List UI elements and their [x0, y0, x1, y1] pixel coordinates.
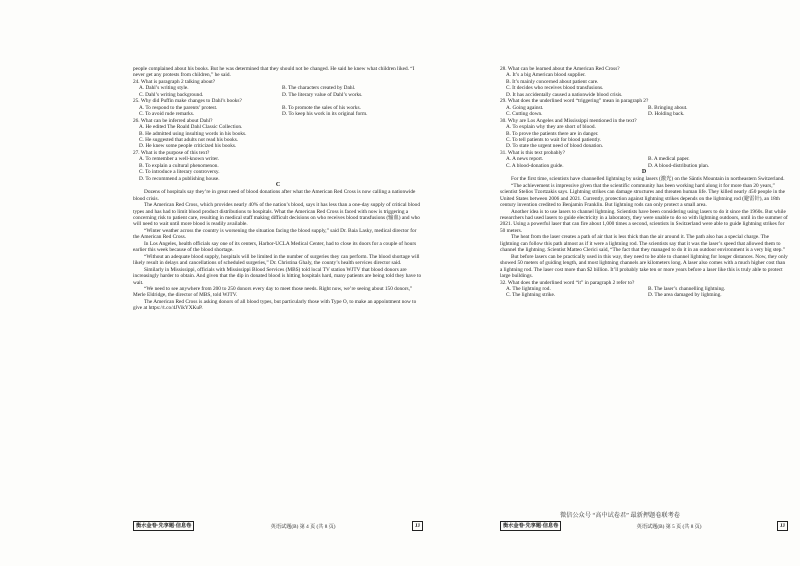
passage-c-paragraph: Dozens of hospitals say they’re in great need of blood donations after what the American Red Cross is now calling a nationwide blood crisis. — [133, 189, 416, 202]
option-a[interactable]: A. The lightning rod. — [506, 285, 551, 292]
option-b[interactable]: B. To prove the patients there are in danger. — [506, 130, 599, 137]
option-b[interactable]: B. It’s mainly concerned about patient care. — [506, 78, 599, 85]
question-27: 27. What is the purpose of this text? A. To remember a well-known writer. B. To explain a cultural phenomenon. C. To introduce a literary controversy. D. To recommend a publishing house. — [133, 150, 423, 182]
jj-badge: JJ — [777, 521, 788, 531]
option-b[interactable]: B. To explain a cultural phenomenon. — [139, 162, 219, 169]
series-label: 衡水金卷·先享题·信息卷 — [500, 521, 561, 531]
option-a[interactable]: A. To respond to the parents’ protest. — [139, 104, 218, 111]
option-a[interactable]: A. Dahl’s writing style. — [139, 85, 189, 92]
option-c[interactable]: C. To avoid rude remarks. — [139, 111, 195, 118]
option-c[interactable]: C. Dahl’s writing background. — [139, 91, 204, 98]
option-a[interactable]: A. It’s a big American blood supplier. — [506, 72, 586, 79]
option-c[interactable]: C. To introduce a literary controversy. — [139, 169, 220, 176]
passage-c-paragraph: “We need to see anywhere from 200 to 250 donors every day to meet those needs. Right now, we’re seeing about 150 donors,” Merle Eldridge, the director of MBS, told WJTV. — [133, 285, 413, 299]
passage-c-paragraph: The American Red Cross, which provides nearly 40% of the nation’s blood, says it has less than a one-day supply of critical blood types and has had to limit blood product distributions to hospitals. What the American Red Cross is faced with now is triggering a concerning risk to patient care, resulting in medical staff making difficult decisions on who receives blood transfusions (输血) and who will need to wait until more blood is readily available. — [133, 202, 420, 228]
jj-badge: JJ — [412, 521, 423, 531]
question-31: 31. What is this text probably? A. A news report. B. A medical paper. C. A blood-donation guide. D. A blood-distribution plan. — [500, 150, 788, 169]
option-d[interactable]: D. He knew some people criticized his books. — [139, 143, 237, 150]
question-29: 29. What does the underlined word “triggering” mean in paragraph 2? A. Going against. B. Bringing about. C. Cutting down. D. Holding back. — [500, 98, 788, 117]
option-d[interactable]: D. The literary value of Dahl’s works. — [282, 91, 363, 98]
option-b[interactable]: B. A medical paper. — [648, 156, 690, 163]
right-page-footer — [500, 521, 788, 531]
passage-d-paragraph: For the first time, scientists have channelled lightning by using lasers (激光) on the Säntis Mountain in northeastern Switzerland. — [511, 176, 785, 183]
page-number: 英语试题(B) 第 5 页 (共 8 页) — [636, 523, 702, 530]
option-a[interactable]: A. A news report. — [506, 156, 544, 163]
option-a[interactable]: A. He edited The Roald Dahl Classic Collection. — [139, 124, 243, 131]
passage-d-paragraph: Another idea is to use lasers to channel lightning. Scientists have been considering using lasers to do it since the 1960s. But while researchers had used lasers to guide electricity in a laboratory, they were unable to do so with lightning outdoors, until in the summer of 2021. Using a powerful laser that can fire about 1,000 times a second, scientists in Switzerland were able to guide lightning strikes for 50 meters. — [500, 208, 788, 234]
question-28: 28. What can be learned about the American Red Cross? A. It’s a big American blood supplier. B. It’s mainly concerned about patient care. C. It decides who receives blood transfusions. D. It has accidentally caused a nationwide blood crisis. — [500, 66, 788, 98]
option-c[interactable]: C. A blood-donation guide. — [506, 162, 564, 169]
question-30: 30. Why are Los Angeles and Mississippi mentioned in the text? A. To explain why they are short of blood. B. To prove the patients there are in danger. C. To tell patients to wait for blood patiently. D. To state the urgent need of blood donation. — [500, 118, 788, 150]
passage-d-paragraph: The heat from the laser creates a path of air that is less thick than the air around it. The path also has a special charge. The lightning can follow this path almost as if it were a lightning rod. The scientists say that it was the laser’s speed that allowed them to channel the lightning. Scientist Matteo Clerici said, “The fact that they managed to do it in an outdoor environment is a very big step.” — [500, 234, 786, 254]
option-d[interactable]: D. To keep his work in its original form. — [282, 111, 368, 118]
option-c[interactable]: C. He suggested that adults not read his books. — [139, 136, 239, 143]
option-d[interactable]: D. A blood-distribution plan. — [648, 162, 710, 169]
option-c[interactable]: C. To tell patients to wait for blood patiently. — [506, 136, 602, 143]
passage-c-paragraph: Similarly in Mississippi, officials with Mississippi Blood Services (MBS) told local TV station WJTV that blood donors are increasingly harder to obtain. And given that the dip in donated blood is hitting hospitals hard, many patients are being told they have to wait. — [133, 266, 422, 286]
option-a[interactable]: A. To explain why they are short of blood. — [506, 124, 596, 131]
option-d[interactable]: D. To recommend a publishing house. — [139, 175, 220, 182]
option-c[interactable]: C. It decides who receives blood transfusions. — [506, 85, 604, 92]
page-number: 英语试题(B) 第 4 页 (共 8 页) — [270, 523, 336, 530]
question-24: 24. What is paragraph 2 talking about? A. Dahl’s writing style. B. The characters created by Dahl. C. Dahl’s writing background. D. The literary value of Dahl’s works. — [133, 79, 423, 98]
option-a[interactable]: A. Going against. — [506, 104, 544, 111]
left-page-footer — [133, 521, 423, 531]
option-d[interactable]: D. The area damaged by lightning. — [648, 292, 722, 299]
section-d-heading: D — [641, 169, 647, 176]
option-d[interactable]: D. Holding back. — [648, 111, 685, 118]
question-25: 25. Why did Puffin make changes to Dahl’s books? A. To respond to the parents’ protest. B. To promote the sales of his works. C. To avoid rude remarks. D. To keep his work in its original form. — [133, 98, 423, 117]
option-c[interactable]: C. The lightning strike. — [506, 292, 556, 299]
option-b[interactable]: B. The laser’s channelling lightning. — [648, 285, 726, 292]
passage-d-paragraph: But before lasers can be practically used in this way, they need to be able to channel lightning for longer distances. Now, they only showed 50 meters of guiding length, and most lightning channels are kilometers long. A laser also comes with a much higher cost than a lightning rod. The laser cost more than $2 billion. It’ll probably take ten or more years before a laser like this is truly able to protect large buildings. — [500, 253, 788, 280]
passage-c-paragraph: “Winter weather across the country is worsening the situation facing the blood supply,” said Dr. Baia Lasky, medical director for the American Red Cross. — [133, 227, 417, 241]
option-c[interactable]: C. Cutting down. — [506, 111, 543, 118]
section-c-heading: C — [275, 182, 281, 189]
passage-b-ending: people complained about his books. But he was determined that they should not be changed. He said he knew what children liked. “I never get any protests from children,” he said. — [133, 66, 415, 79]
right-page-column — [500, 66, 788, 299]
left-page-column — [133, 66, 423, 312]
question-26: 26. What can be inferred about Dahl? A. He edited The Roald Dahl Classic Collection. B. He admitted using insulting words in his books. C. He suggested that adults not read his books. D. He knew some people criticized his books. — [133, 118, 423, 150]
option-d[interactable]: D. It has accidentally caused a nationwide blood crisis. — [506, 91, 623, 98]
series-label: 衡水金卷·先享题·信息卷 — [133, 521, 194, 531]
passage-c-paragraph: In Los Angeles, health officials say one of its centers, Harbor-UCLA Medical Center, had to close its doors for a couple of hours earlier this week because of the blood shortage. — [133, 240, 417, 254]
passage-d-paragraph: “The achievement is impressive given that the scientific community has been working hard along it for more than 20 years,” scientist Stelios Tzortzakis says. Lightning strikes can damage structures and threaten human life. They killed nearly 450 people in the United States between 2006 and 2021. Currently, protection against lightning strikes depends on the lightning rod (避雷针), an 18th century invention credited to Benjamin Franklin. But lightning rods can only protect a small area. — [500, 182, 786, 209]
question-32: 32. What does the underlined word “it” in paragraph 2 refer to? A. The lightning rod. B. The laser’s channelling lightning. C. The lightning strike. D. The area damaged by lightning. — [500, 280, 788, 299]
option-b[interactable]: B. He admitted using insulting words in his books. — [139, 130, 247, 137]
option-a[interactable]: A. To remember a well-known writer. — [139, 156, 219, 163]
option-d[interactable]: D. To state the urgent need of blood donation. — [506, 143, 604, 150]
option-b[interactable]: B. The characters created by Dahl. — [282, 85, 356, 92]
passage-c-paragraph: “Without an adequate blood supply, hospitals will be limited in the number of surgeries they can perform. The blood shortage will likely result in delays and cancellations of scheduled surgeries,” Dr. Christina Ghaly, the county’s health services director said. — [133, 253, 420, 267]
passage-c-paragraph: The American Red Cross is asking donors of all blood types, but particularly those with Type O, to make an appointment now to give at https://t.co/4JVikYXKuP. — [133, 298, 417, 312]
watermark-text: 微信公众号 “高中试卷君” 最新押题卷联考卷 — [560, 512, 680, 519]
option-b[interactable]: B. To promote the sales of his works. — [282, 104, 361, 111]
option-b[interactable]: B. Bringing about. — [648, 104, 688, 111]
